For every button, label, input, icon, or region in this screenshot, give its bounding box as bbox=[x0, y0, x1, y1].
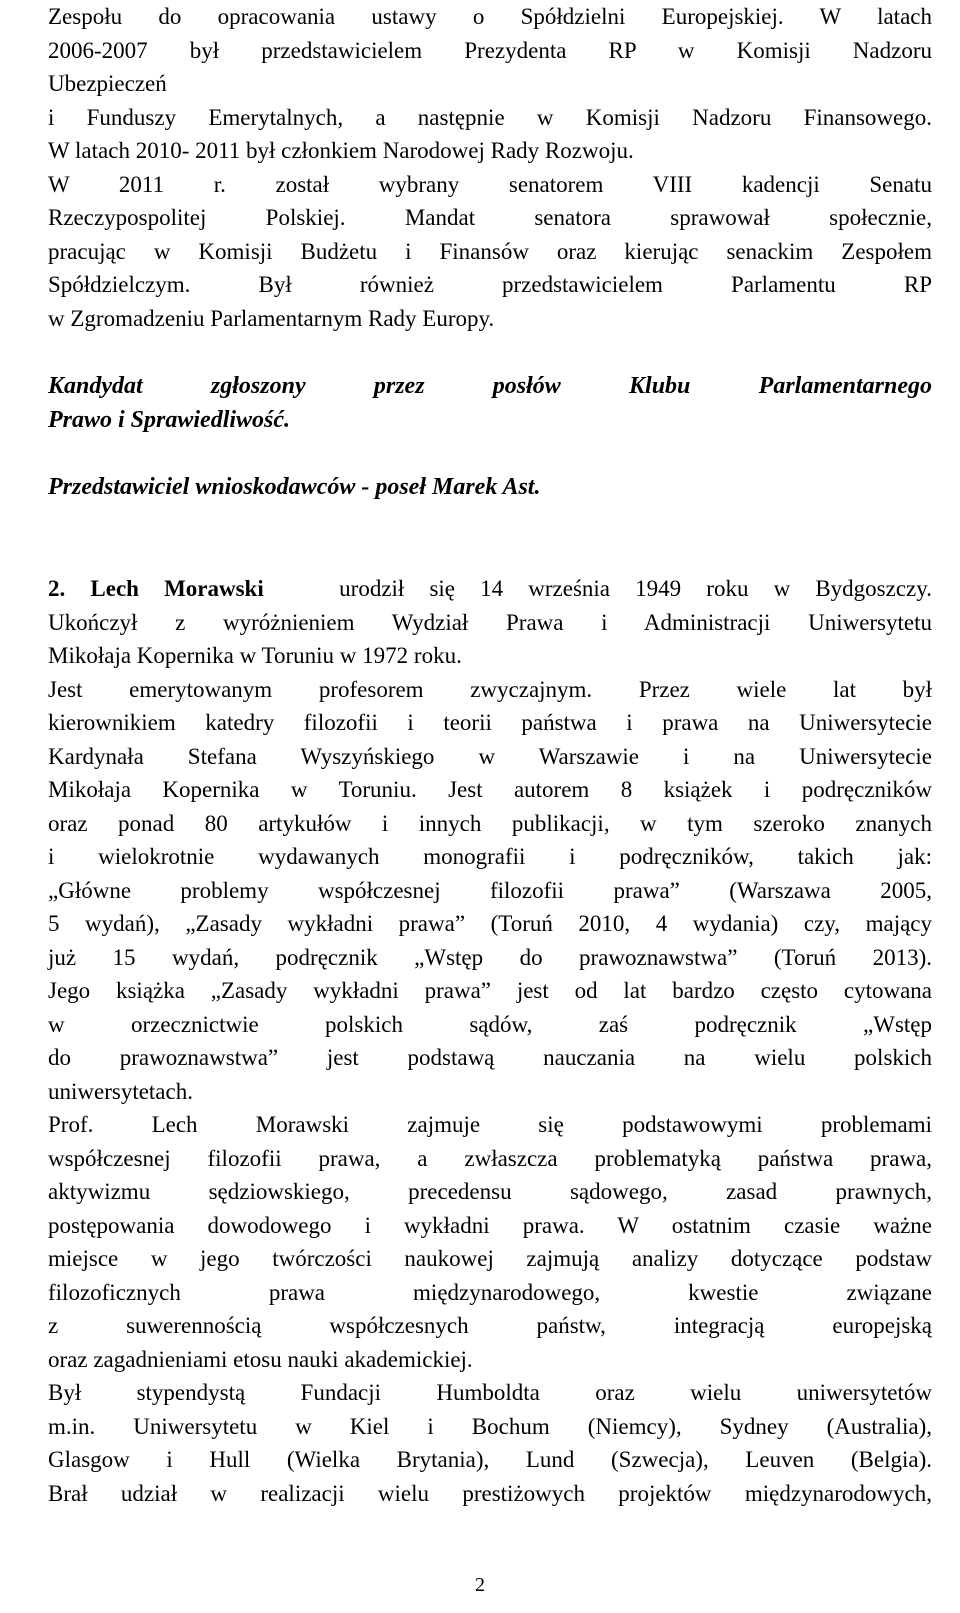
representative-note-text: Przedstawiciel wnioskodawców - poseł Marek Ast. bbox=[48, 474, 541, 500]
text-line: W 2011 r. został wybrany senatorem VIII kadencji Senatu bbox=[48, 171, 932, 197]
candidate-note-line: Prawo i Sprawiedliwość. bbox=[48, 406, 291, 433]
text-line: Prof. Lech Morawski zajmuje się podstawowymi problemami bbox=[48, 1112, 932, 1137]
text-line: Spółdzielczym. Był również przedstawicielem Parlamentu RP bbox=[48, 272, 932, 297]
text-line: Ubezpieczeń bbox=[48, 71, 167, 96]
person-name: Lech Morawski bbox=[90, 576, 264, 601]
text-line: Jego książka „Zasady wykładni prawa” jest od lat bardzo często cytowana bbox=[48, 978, 932, 1003]
text-line: i Funduszy Emerytalnych, a następnie w Komisji Nadzoru Finansowego. bbox=[48, 104, 932, 130]
heading-rest: urodził się 14 września 1949 roku w Bydgoszczy. bbox=[339, 576, 933, 601]
text-line: w orzecznictwie polskich sądów, zaś podręcznik „Wstęp bbox=[48, 1011, 932, 1037]
text-line: Brał udział w realizacji wielu prestiżowych projektów międzynarodowych, bbox=[48, 1480, 932, 1506]
text-line: w Zgromadzeniu Parlamentarnym Rady Europy. bbox=[48, 305, 495, 331]
text-line: już 15 wydań, podręcznik „Wstęp do prawoznawstwa” (Toruń 2013). bbox=[48, 944, 932, 970]
text-line: uniwersytetach. bbox=[48, 1078, 193, 1104]
representative-note bbox=[48, 471, 932, 505]
text-line: Zespołu do opracowania ustawy o Spółdzielni Europejskiej. W latach bbox=[48, 4, 932, 29]
text-line: pracując w Komisji Budżetu i Finansów oraz kierując senackim Zespołem bbox=[48, 238, 932, 264]
candidate-note bbox=[48, 370, 932, 437]
text-line: oraz zagadnieniami etosu nauki akademickiej. bbox=[48, 1346, 473, 1372]
text-line: m.in. Uniwersytetu w Kiel i Bochum (Niemcy), Sydney (Australia), bbox=[48, 1413, 932, 1439]
text-line: kierownikiem katedry filozofii i teorii państwa i prawa na Uniwersytecie bbox=[48, 710, 932, 735]
text-line: Jest emerytowanym profesorem zwyczajnym. Przez wiele lat był bbox=[48, 676, 932, 702]
text-line: miejsce w jego twórczości naukowej zajmują analizy dotyczące podstaw bbox=[48, 1246, 932, 1271]
text-line: oraz ponad 80 artykułów i innych publikacji, w tym szeroko znanych bbox=[48, 810, 932, 836]
text-line: Glasgow i Hull (Wielka Brytania), Lund (Szwecja), Leuven (Belgia). bbox=[48, 1447, 932, 1472]
section-2 bbox=[48, 572, 932, 1510]
text-line: do prawoznawstwa” jest podstawą nauczania na wielu polskich bbox=[48, 1045, 932, 1070]
text-line: 2006-2007 był przedstawicielem Prezydenta RP w Komisji Nadzoru bbox=[48, 37, 932, 63]
text-line: „Główne problemy współczesnej filozofii prawa” (Warszawa 2005, bbox=[48, 877, 932, 903]
text-line: 5 wydań), „Zasady wykładni prawa” (Toruń 2010, 4 wydania) czy, mający bbox=[48, 911, 932, 936]
text-line: i wielokrotnie wydawanych monografii i podręczników, takich jak: bbox=[48, 844, 932, 869]
section-number: 2. bbox=[48, 576, 66, 601]
page-number: 2 bbox=[475, 1574, 485, 1596]
text-line: Był stypendystą Fundacji Humboldta oraz wielu uniwersytetów bbox=[48, 1380, 932, 1405]
text-line: współczesnej filozofii prawa, a zwłaszcza problematyką państwa prawa, bbox=[48, 1145, 932, 1171]
candidate-note-line: Kandydat zgłoszony przez posłów Klubu Parlamentarnego bbox=[48, 373, 932, 399]
text-line: filozoficznych prawa międzynarodowego, kwestie związane bbox=[48, 1279, 932, 1305]
text-line: Ukończył z wyróżnieniem Wydział Prawa i Administracji Uniwersytetu bbox=[48, 609, 932, 635]
top-paragraph bbox=[48, 0, 932, 335]
text-line: Rzeczypospolitej Polskiej. Mandat senatora sprawował społecznie, bbox=[48, 205, 932, 230]
text-line: Mikołaja Kopernika w Toruniu. Jest autorem 8 książek i podręczników bbox=[48, 777, 932, 802]
text-line: postępowania dowodowego i wykładni prawa. W ostatnim czasie ważne bbox=[48, 1212, 932, 1238]
text-line: z suwerennością współczesnych państw, integracją europejską bbox=[48, 1313, 932, 1338]
text-line: Mikołaja Kopernika w Toruniu w 1972 roku. bbox=[48, 643, 462, 668]
text-line: W latach 2010- 2011 był członkiem Narodowej Rady Rozwoju. bbox=[48, 138, 634, 163]
section-2-heading bbox=[48, 572, 932, 606]
text-line: aktywizmu sędziowskiego, precedensu sądowego, zasad prawnych, bbox=[48, 1179, 932, 1204]
text-line: Kardynała Stefana Wyszyńskiego w Warszawie i na Uniwersytecie bbox=[48, 743, 932, 769]
